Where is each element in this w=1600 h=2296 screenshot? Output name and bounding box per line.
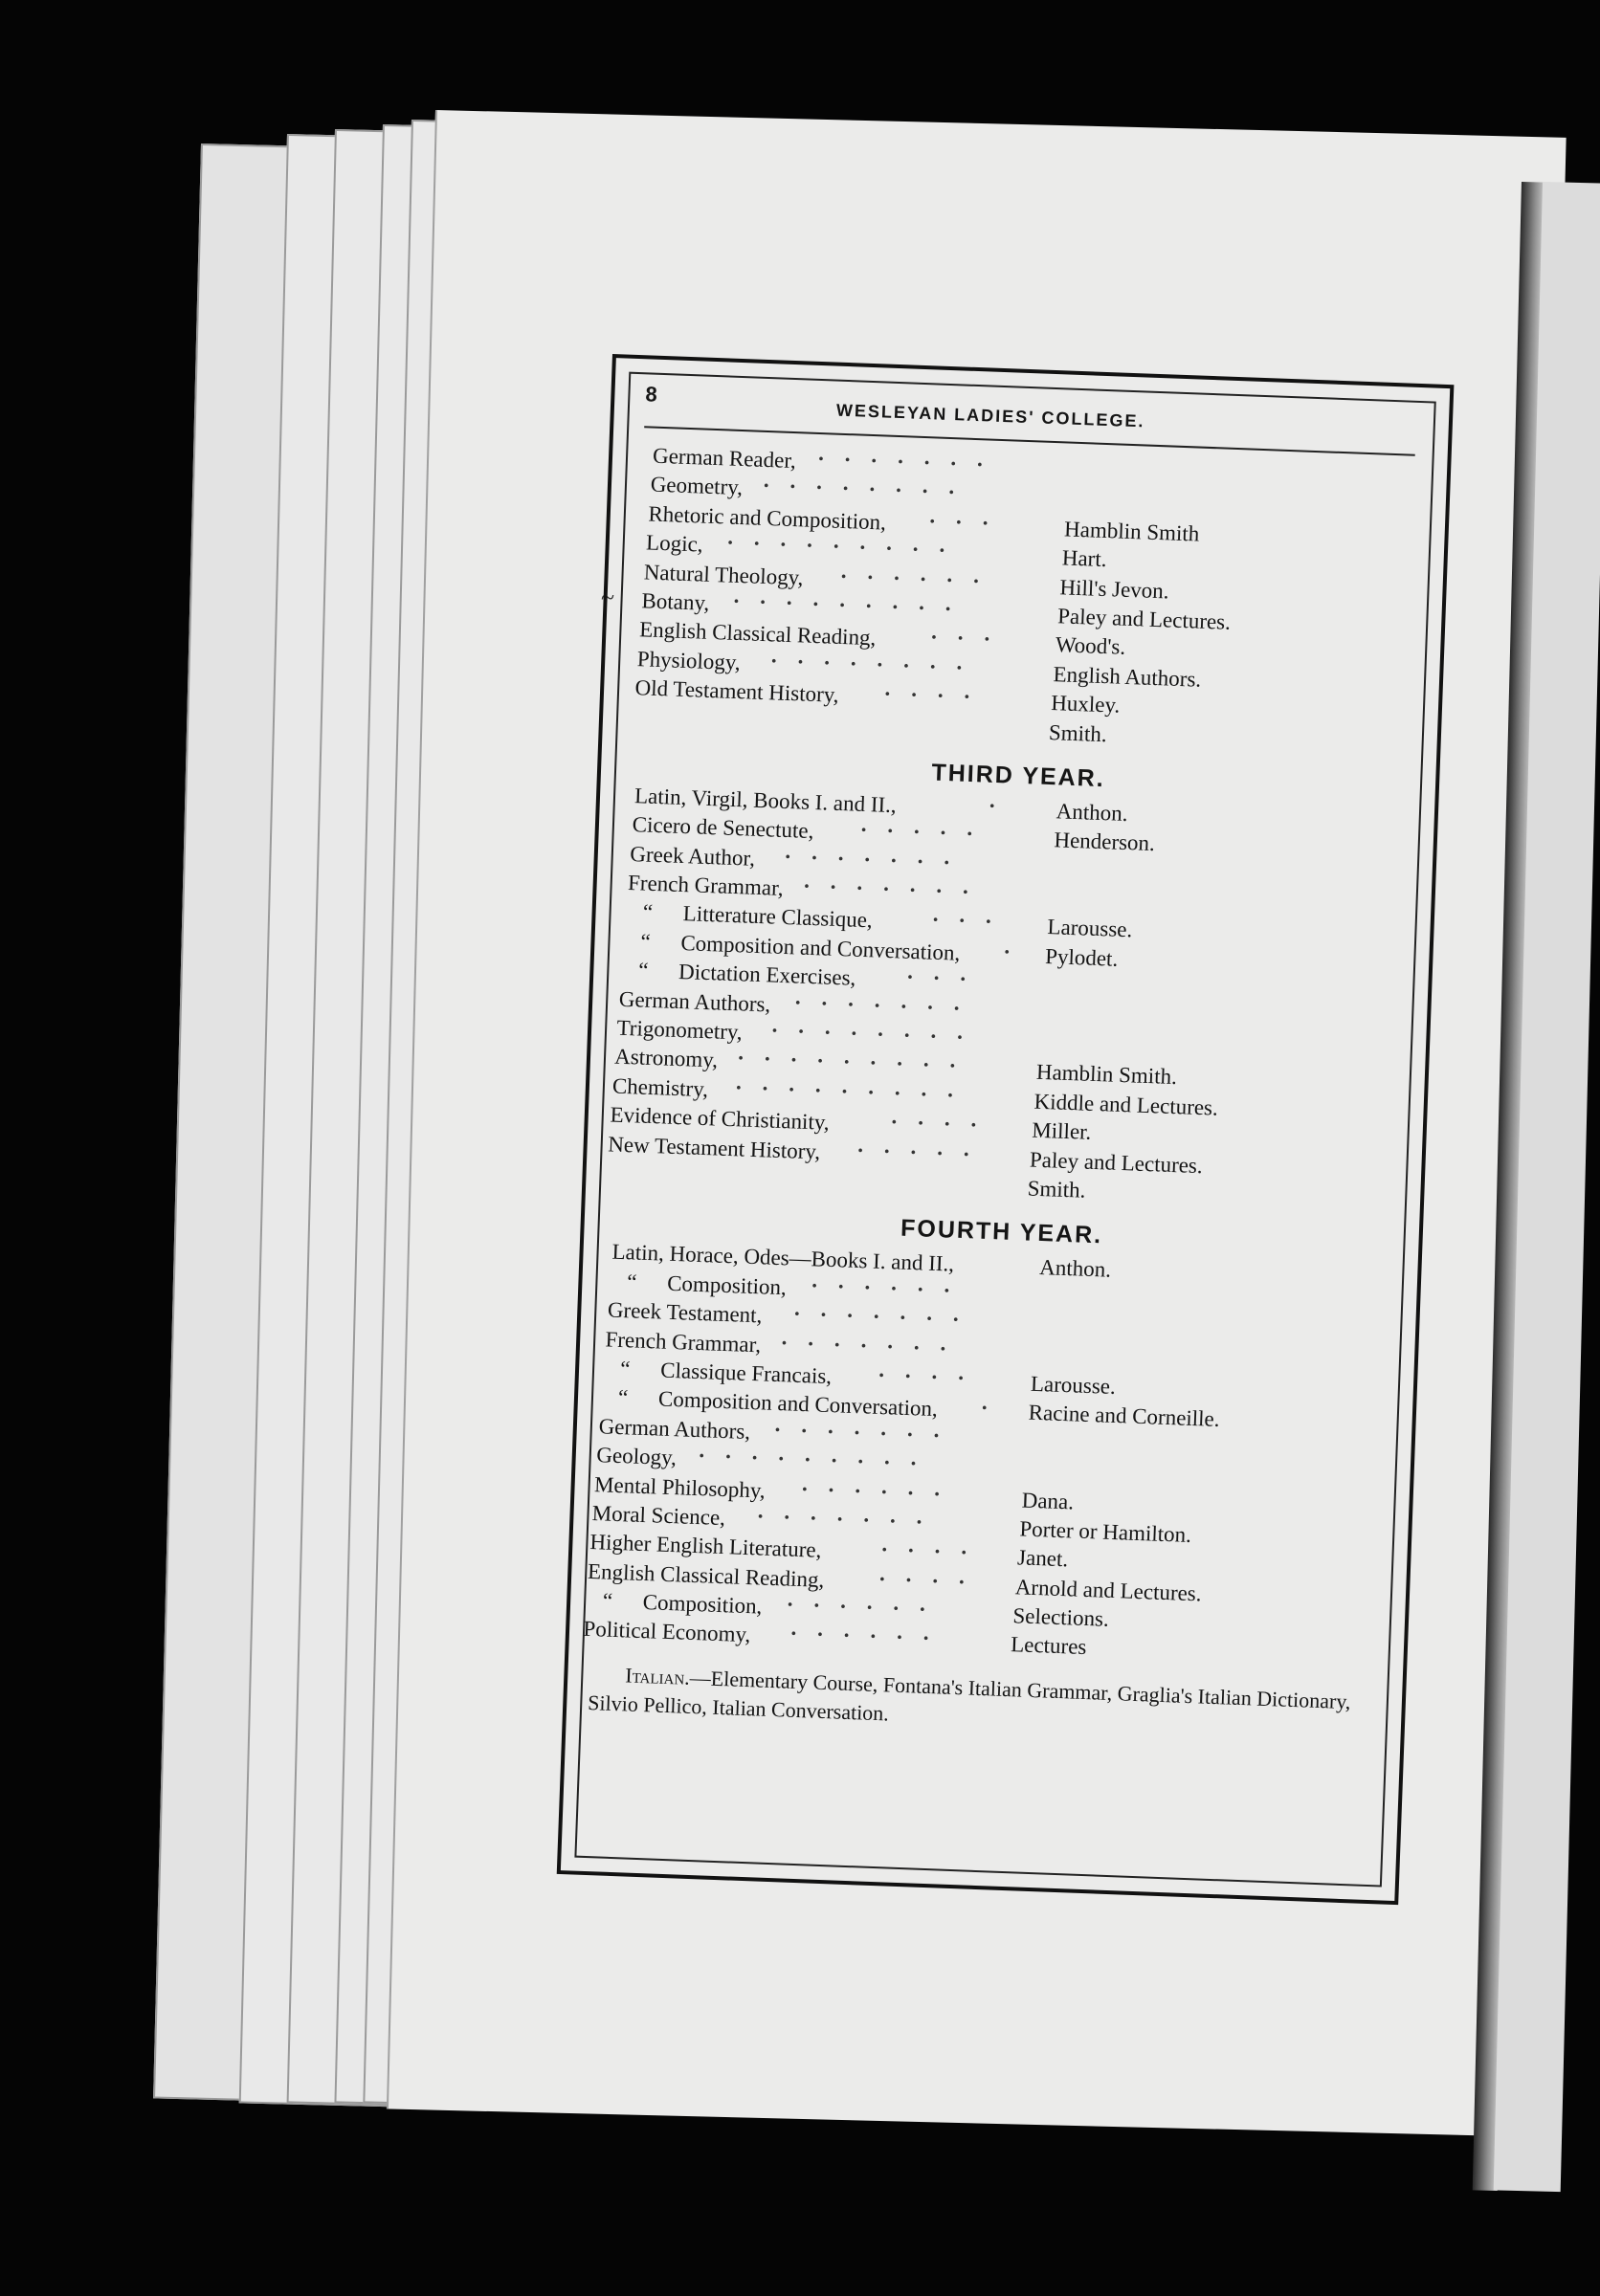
subject-name: Mental Philosophy, bbox=[593, 1471, 767, 1503]
leader-dots: ······· bbox=[756, 1504, 943, 1535]
page-number: 8 bbox=[645, 382, 658, 407]
leader-dots: ··· bbox=[929, 625, 1011, 652]
subject-name: Latin, Horace, Odes—Books I. and II., bbox=[611, 1239, 955, 1277]
subject-name: Dictation Exercises, bbox=[678, 960, 856, 990]
leader-dots: ······· bbox=[802, 873, 989, 905]
leader-dots: ······· bbox=[793, 990, 980, 1022]
leader-dots: ····· bbox=[859, 818, 993, 848]
ditto-mark: “ bbox=[619, 1356, 632, 1381]
ditto-mark: “ bbox=[617, 1385, 629, 1410]
textbook-author: Huxley. bbox=[1050, 691, 1121, 718]
subject-name: English Classical Reading, bbox=[638, 617, 877, 651]
subject-name: New Testament History, bbox=[607, 1131, 821, 1164]
leader-dots: ······· bbox=[773, 1417, 960, 1448]
textbook-author: Pylodet. bbox=[1044, 943, 1119, 971]
leader-dots: ···· bbox=[883, 681, 990, 710]
subject-name: Composition, bbox=[666, 1270, 788, 1300]
subject-name: German Authors, bbox=[598, 1413, 751, 1444]
third-year-list bbox=[607, 782, 1413, 1218]
subject-name: Geometry, bbox=[650, 472, 744, 500]
subject-name: Political Economy, bbox=[583, 1617, 751, 1647]
leader-dots: ······ bbox=[839, 563, 1000, 594]
textbook-author: Selections. bbox=[1012, 1603, 1110, 1631]
ditto-mark: “ bbox=[642, 900, 654, 925]
leader-dots: ···· bbox=[877, 1362, 985, 1391]
textbook-author: Hill's Jevon. bbox=[1059, 574, 1170, 604]
ink-mark: ~ bbox=[601, 584, 615, 611]
subject-name: Botany, bbox=[641, 588, 710, 615]
leader-dots: ········ bbox=[769, 649, 983, 681]
textbook-author: Hamblin Smith bbox=[1063, 517, 1200, 546]
subject-name: Rhetoric and Composition, bbox=[648, 501, 887, 535]
leader-dots: ··· bbox=[905, 964, 987, 992]
subject-name: Higher English Literature, bbox=[589, 1530, 822, 1563]
leader-dots: ···· bbox=[879, 1537, 988, 1566]
textbook-author: Arnold and Lectures. bbox=[1014, 1574, 1202, 1606]
italian-note bbox=[588, 1660, 1382, 1746]
second-year-list bbox=[624, 441, 1427, 761]
leader-dots: ······· bbox=[784, 844, 970, 875]
italian-note-lead: Italian. bbox=[624, 1663, 691, 1689]
ditto-mark: “ bbox=[602, 1588, 613, 1613]
textbook-author: Hamblin Smith. bbox=[1035, 1060, 1178, 1090]
textbook-author: Wood's. bbox=[1055, 632, 1126, 660]
third-year-heading: THIRD YEAR. bbox=[931, 759, 1106, 793]
ditto-mark: “ bbox=[640, 929, 652, 954]
leader-dots: · bbox=[988, 793, 1016, 819]
leader-dots: ······ bbox=[786, 1592, 946, 1623]
leader-dots: ······· bbox=[816, 446, 1004, 478]
leader-dots: ······ bbox=[800, 1476, 961, 1507]
page-content bbox=[583, 380, 1429, 1881]
leader-dots: ········· bbox=[734, 1075, 974, 1109]
fourth-year-list bbox=[583, 1238, 1397, 1674]
leader-dots: · bbox=[1002, 939, 1031, 965]
subject-name: Astronomy, bbox=[613, 1045, 719, 1072]
textbook-author: Smith. bbox=[1027, 1176, 1086, 1203]
textbook-author: Kiddle and Lectures. bbox=[1033, 1089, 1219, 1120]
subject-name: Classique Francais, bbox=[659, 1358, 833, 1389]
subject-name: Natural Theology, bbox=[643, 559, 804, 590]
leader-dots: ···· bbox=[878, 1566, 986, 1595]
textbook-author: Anthon. bbox=[1056, 799, 1128, 826]
leader-dots: ········· bbox=[732, 588, 971, 622]
subject-name: German Reader, bbox=[652, 443, 797, 474]
printed-page-frame bbox=[557, 354, 1455, 1905]
textbook-author: Lectures bbox=[1010, 1632, 1087, 1660]
subject-name: Moral Science, bbox=[591, 1500, 726, 1531]
textbook-author: Miller. bbox=[1031, 1117, 1092, 1145]
leader-dots: ········· bbox=[725, 530, 966, 563]
subject-name: Physiology, bbox=[636, 646, 742, 674]
subject-name: Evidence of Christianity, bbox=[610, 1102, 831, 1136]
subject-name: Chemistry, bbox=[611, 1073, 709, 1101]
leader-dots: ··· bbox=[927, 509, 1009, 537]
subject-name: French Grammar, bbox=[627, 871, 785, 900]
textbook-author: Paley and Lectures. bbox=[1029, 1147, 1204, 1178]
subject-name: Cicero de Senectute, bbox=[632, 812, 814, 844]
subject-name: Litterature Classique, bbox=[682, 901, 874, 933]
leader-dots: · bbox=[980, 1396, 1009, 1422]
textbook-author: Larousse. bbox=[1030, 1371, 1117, 1399]
leader-dots: ········ bbox=[770, 1018, 984, 1050]
textbook-author: Paley and Lectures. bbox=[1056, 604, 1232, 634]
textbook-author: Anthon. bbox=[1038, 1255, 1112, 1283]
leader-dots: ········· bbox=[697, 1444, 937, 1477]
subject-name: Logic, bbox=[645, 530, 704, 557]
subject-name: Greek Testament, bbox=[607, 1297, 763, 1328]
subject-name: Composition and Conversation, bbox=[657, 1386, 939, 1422]
subject-name: Geology, bbox=[595, 1443, 678, 1470]
textbook-author: Racine and Corneille. bbox=[1028, 1401, 1220, 1432]
leader-dots: ········· bbox=[736, 1046, 976, 1079]
running-head: WESLEYAN LADIES' COLLEGE. bbox=[835, 400, 1145, 431]
textbook-author: Porter or Hamilton. bbox=[1019, 1516, 1192, 1547]
leader-dots: ····· bbox=[856, 1137, 990, 1167]
subject-name: Trigonometry, bbox=[616, 1015, 744, 1045]
leader-dots: ······· bbox=[792, 1301, 979, 1333]
textbook-author: Dana. bbox=[1021, 1487, 1075, 1513]
textbook-author: Janet. bbox=[1016, 1545, 1069, 1572]
subject-name: English Classical Reading, bbox=[587, 1558, 825, 1592]
fourth-year-heading: FOURTH YEAR. bbox=[900, 1215, 1103, 1249]
subject-name: Latin, Virgil, Books I. and II., bbox=[633, 784, 898, 818]
textbook-author: Smith. bbox=[1048, 719, 1108, 746]
ditto-mark: “ bbox=[637, 958, 649, 983]
leader-dots: ······ bbox=[810, 1273, 970, 1304]
textbook-author: Larousse. bbox=[1047, 915, 1133, 942]
subject-name: Composition and Conversation, bbox=[680, 930, 961, 965]
leader-dots: ···· bbox=[890, 1110, 997, 1138]
textbook-author: Hart. bbox=[1061, 545, 1107, 572]
leader-dots: ········ bbox=[762, 474, 975, 506]
ditto-mark: “ bbox=[626, 1269, 637, 1294]
leader-dots: ······ bbox=[789, 1622, 949, 1652]
leader-dots: ··· bbox=[931, 908, 1012, 936]
subject-name: Composition, bbox=[642, 1590, 763, 1619]
subject-name: French Grammar, bbox=[605, 1326, 762, 1357]
subject-name: Old Testament History, bbox=[634, 675, 839, 708]
subject-name: Greek Author, bbox=[630, 841, 756, 871]
textbook-author: Henderson. bbox=[1054, 828, 1156, 856]
leader-dots: ······· bbox=[780, 1330, 967, 1361]
italian-note-text: —Elementary Course, Fontana's Italian Grammar, Graglia's Italian Dictionary, Silvio Pellico, Italian Conversation. bbox=[587, 1665, 1351, 1726]
subject-name: German Authors, bbox=[618, 986, 771, 1017]
textbook-author: English Authors. bbox=[1053, 661, 1202, 692]
